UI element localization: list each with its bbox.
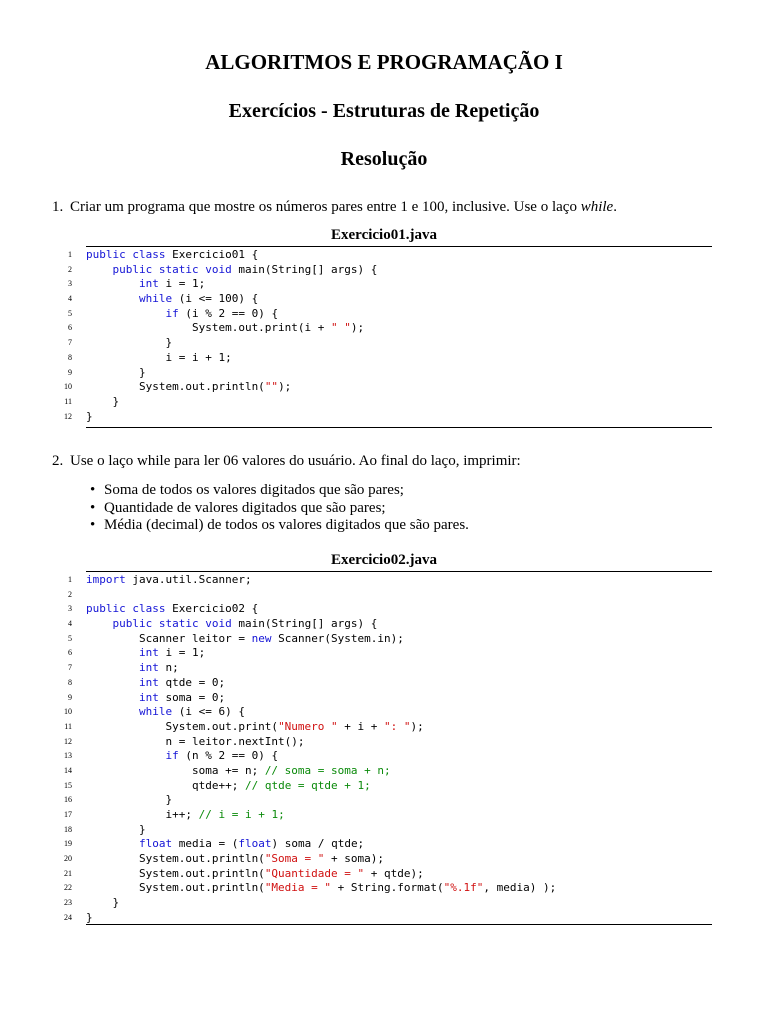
line-number: 16: [64, 795, 72, 805]
code-text: n = leitor.nextInt();: [86, 734, 305, 748]
line-number: 11: [64, 396, 72, 406]
code-line: [0, 661, 768, 676]
code-text: System.out.println("Quantidade = " + qtde);: [86, 866, 424, 880]
code-text: int qtde = 0;: [138, 675, 226, 689]
code-line: [0, 735, 768, 750]
code-line: [0, 307, 768, 322]
code-text: System.out.print("Numero " + i + ": ");: [86, 719, 424, 733]
code-text: i++; // i = i + 1;: [86, 808, 285, 821]
line-number: 17: [64, 810, 72, 819]
line-number: 14: [64, 765, 72, 775]
code-line: [0, 793, 768, 808]
code-line: [0, 764, 768, 779]
code-text: int soma = 0;: [138, 690, 226, 704]
line-number: 3: [68, 279, 72, 289]
code-line: [0, 380, 768, 395]
code-line: [0, 410, 768, 425]
code-line: [0, 837, 768, 852]
section-heading: Resolução: [340, 148, 428, 170]
code-text: System.out.println("Soma = " + soma);: [86, 852, 385, 866]
bullet-icon: •: [90, 499, 96, 516]
code-text: System.out.print(i + " ");: [86, 321, 365, 335]
code-line: [0, 896, 768, 911]
code-text: }: [86, 793, 173, 807]
code-line: [0, 867, 768, 882]
code-line: [0, 705, 768, 720]
code-line: [0, 588, 768, 603]
exercise-2-text: Use o laço while para ler 06 valores do usuário. Ao final do laço, imprimir:: [70, 453, 521, 469]
code-text: }: [86, 394, 120, 408]
bullet-icon: •: [90, 517, 96, 533]
code-line: [0, 366, 768, 381]
line-number: 1: [68, 575, 72, 584]
line-number: 5: [68, 308, 72, 318]
code-listing-1-top-rule: [86, 246, 712, 247]
code-line: [0, 277, 768, 292]
line-number: 9: [68, 692, 72, 702]
line-number: 11: [64, 721, 72, 731]
bullet-icon: •: [90, 482, 96, 498]
code-line: [0, 676, 768, 691]
line-number: 4: [68, 619, 72, 629]
code-listing-2: [0, 573, 768, 926]
code-text: public class Exercicio02 {: [86, 602, 259, 616]
code-line: [0, 395, 768, 410]
line-number: 23: [64, 898, 72, 908]
code-line: [0, 263, 768, 278]
code-line: [0, 881, 768, 896]
exercise-1-statement: [52, 199, 617, 216]
code-line: [0, 632, 768, 647]
code-text: float media = (float) soma / qtde;: [138, 837, 365, 851]
code-text: int i = 1;: [138, 646, 206, 660]
line-number: 5: [68, 633, 72, 643]
line-number: 2: [68, 589, 72, 599]
line-number: 8: [68, 677, 72, 687]
code-listing-2-top-rule: [86, 571, 712, 572]
exercise-1-text: Criar um programa que mostre os números pares entre 1 e 100, inclusive. Use o laço: [70, 199, 581, 215]
exercise-1-number: 1.: [52, 199, 64, 215]
code-line: [0, 852, 768, 867]
code-line: [0, 617, 768, 632]
line-number: 3: [68, 604, 72, 614]
code-listing-1: [0, 248, 768, 424]
list-item: • Quantidade de valores digitados que são pares;: [90, 499, 386, 516]
exercise-2-statement: [52, 453, 521, 470]
code-text: import java.util.Scanner;: [86, 573, 252, 586]
code-text: }: [86, 336, 173, 350]
code-listing-2-title: Exercicio02.java: [331, 552, 437, 568]
code-line: [0, 779, 768, 794]
code-text: if (n % 2 == 0) {: [165, 749, 279, 763]
line-number: 7: [68, 663, 72, 673]
exercise-1-text-end: .: [613, 199, 617, 215]
code-line: [0, 321, 768, 336]
exercise-2-number: 2.: [52, 453, 64, 469]
code-line: [0, 336, 768, 351]
line-number: 8: [68, 352, 72, 362]
line-number: 7: [68, 338, 72, 348]
line-number: 21: [64, 868, 72, 878]
line-number: 19: [64, 839, 72, 849]
list-item: • Soma de todos os valores digitados que são pares;: [90, 482, 404, 498]
line-number: 22: [64, 883, 72, 893]
code-text: while (i <= 6) {: [138, 705, 245, 719]
code-line: [0, 292, 768, 307]
line-number: 10: [64, 707, 72, 717]
code-text: }: [86, 822, 146, 836]
code-text: }: [86, 365, 146, 379]
code-text: System.out.println("");: [86, 380, 292, 394]
code-text: i = i + 1;: [86, 350, 232, 364]
document-subtitle: Exercícios - Estruturas de Repetição: [228, 100, 540, 122]
code-text: int i = 1;: [138, 277, 206, 291]
line-number: 15: [64, 780, 72, 790]
code-line: [0, 823, 768, 838]
code-line: [0, 646, 768, 661]
line-number: 18: [64, 824, 72, 834]
document-title: ALGORITMOS E PROGRAMAÇÃO I: [205, 50, 563, 74]
line-number: 6: [68, 323, 72, 333]
code-text: soma += n; // soma = soma + n;: [86, 763, 391, 777]
line-number: 9: [68, 367, 72, 377]
code-text: if (i % 2 == 0) {: [165, 306, 279, 320]
code-line: [0, 351, 768, 366]
code-text: public static void main(String[] args) {: [112, 262, 378, 276]
code-line: [0, 691, 768, 706]
code-text: public static void main(String[] args) {: [112, 617, 378, 631]
code-line: [0, 602, 768, 617]
line-number: 12: [64, 736, 72, 746]
code-listing-1-title: Exercicio01.java: [331, 227, 437, 243]
line-number: 12: [64, 411, 72, 421]
code-listing-2-bottom-rule: [86, 924, 712, 925]
code-text: }: [86, 910, 93, 924]
line-number: 20: [64, 854, 72, 864]
exercise-2-requirements-list: [90, 482, 469, 535]
code-text: Scanner leitor = new Scanner(System.in);: [86, 631, 404, 645]
code-line: [0, 248, 768, 263]
code-text: System.out.println("Media = " + String.format("%.1f", media) );: [86, 881, 557, 895]
line-number: 2: [68, 264, 72, 274]
line-number: 10: [64, 382, 72, 392]
code-line: [0, 808, 768, 823]
code-text: int n;: [138, 661, 179, 675]
code-text: }: [86, 896, 120, 910]
line-number: 13: [64, 751, 72, 761]
code-line: [0, 749, 768, 764]
line-number: 6: [68, 648, 72, 658]
code-line: [0, 720, 768, 735]
code-text: while (i <= 100) {: [138, 292, 259, 306]
code-text: qtde++; // qtde = qtde + 1;: [86, 778, 371, 792]
code-line: [0, 573, 768, 588]
code-listing-1-bottom-rule: [86, 427, 712, 428]
line-number: 1: [68, 250, 72, 259]
line-number: 24: [64, 912, 72, 922]
exercise-1-emphasis: while: [580, 199, 614, 215]
list-item: • Média (decimal) de todos os valores digitados que são pares.: [90, 517, 469, 533]
code-text: }: [86, 409, 93, 423]
line-number: 4: [68, 294, 72, 304]
code-text: public class Exercicio01 {: [86, 248, 259, 261]
